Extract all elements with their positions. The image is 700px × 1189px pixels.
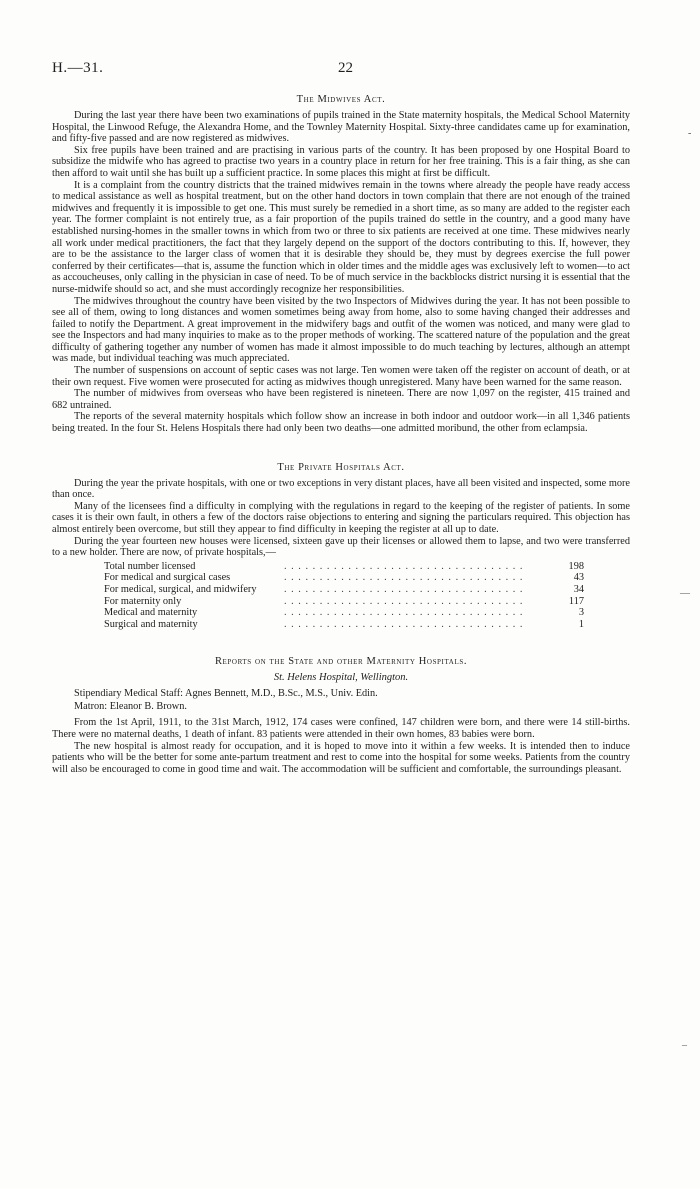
- midwives-act-section: [52, 94, 630, 435]
- document-page: [52, 60, 630, 775]
- paragraph: The new hospital is almost ready for occupation, and it is hoped to move into it within a few weeks. It is intended then to induce patients who will be the better for some ante-partum treatment and rest to come into the hospital for some weeks. Patients from the country will also be encouraged to come in good time and wait. The accommodation will be sufficient and comfortable, the surroundings pleasant.: [52, 740, 630, 775]
- table-row: Surgical and maternity . . . . . . . . . . . . . . . . . . . . . . . . . . . . . . . . . . 1: [104, 618, 584, 630]
- section-title-reports: Reports on the State and other Maternity Hospitals.: [214, 656, 468, 668]
- matron-line: Matron: Eleanor B. Brown.: [74, 701, 187, 713]
- table-row: For maternity only . . . . . . . . . . . . . . . . . . . . . . . . . . . . . . . . . . 117: [104, 595, 584, 607]
- stat-label: Total number licensed: [104, 560, 196, 572]
- paragraph: During the year the private hospitals, with one or two exceptions in very distant places, have all been visited and inspected, some more than once.: [52, 477, 630, 501]
- section-title-private-hospitals: The Private Hospitals Act.: [277, 461, 405, 473]
- paragraph: It is a complaint from the country districts that the trained midwives remain in the towns where already the people have ready access to medical assistance as well as hospital treatment, but on the other hand doctors in town complain that there are not enough of the trained midwives and frequently it is impossible to get one. This must surely be remedied in a short time, as so many are added to the register each year. The former complaint is not entirely true, as a fair proportion of the pupils trained do settle in the country, and a good many have established nursing-homes in the smaller towns in which from two or three to six patients are received at one time. These midwives nearly all work under medical practitioners, the fact that they largely depend on the support of the doctors contributing to this. If, however, they are to be the assistance to the larger class of women that it is desirable they should be, they must by degrees exercise the full power conferred by their certificates—that is, assume the function which in older times and the middle ages was exclusively left to women—to act as accoucheuses, only calling in the physician in case of need. To be of much service in the backblocks district nursing it is essential that the nurse-midwife should so act, and she must accordingly recognize her responsibilities.: [52, 179, 630, 295]
- stat-label: Medical and maternity: [104, 607, 198, 619]
- table-row: For medical and surgical cases . . . . . . . . . . . . . . . . . . . . . . . . . . . . . . . . . . 43: [104, 572, 584, 584]
- paragraph: The number of suspensions on account of septic cases was not large. Ten women were taken off the register on account of death, or at their own request. Five women were prosecuted for acting as midwives though unregistered. Many have been warned for the same reason.: [52, 365, 630, 388]
- private-hospitals-act-section: [52, 462, 630, 631]
- paragraph: Many of the licensees find a difficulty in complying with the regulations in regard to the keeping of the register of patients. In some cases it is their own fault, in others a few of the doctors raise objections to entering and signing the particulars required. This objection has almost entirely been overcome, but still they appear to find difficulty in keeping the register at all up to date.: [52, 500, 630, 535]
- stat-value: 43: [573, 572, 584, 584]
- staff-block: [52, 687, 630, 713]
- stat-value: 3: [578, 607, 584, 619]
- stat-label: For maternity only: [104, 595, 182, 607]
- paragraph: Six free pupils have been trained and are practising in various parts of the country. It has been proposed by one Hospital Board to subsidize the midwife who has agreed to practise two years in a country place in return for her free training. This is a fair thing, as she can then afford to wait until she has built up a sufficient practice. In some places this might at first be difficult.: [52, 144, 630, 179]
- table-row: Total number licensed . . . . . . . . . . . . . . . . . . . . . . . . . . . . . . . . . . 198: [104, 560, 584, 572]
- stat-value: 117: [568, 595, 584, 607]
- page-header: [52, 60, 630, 80]
- margin-mark: —: [680, 588, 690, 599]
- paragraph: From the 1st April, 1911, to the 31st March, 1912, 174 cases were confined, 147 children were born, and there were 14 still-births. There were no maternal deaths, 1 death of infant. 83 patients were attended in their own homes, 83 babies were born.: [52, 717, 630, 740]
- paragraph: The number of midwives from overseas who have been registered is nineteen. There are now 1,097 on the register, 415 trained and 682 untrained.: [52, 388, 630, 411]
- staff-line: Stipendiary Medical Staff: Agnes Bennett, M.D., B.Sc., M.S., Univ. Edin.: [74, 688, 378, 700]
- stat-label: Surgical and maternity: [104, 618, 198, 630]
- document-code: H.—31.: [52, 60, 104, 76]
- stat-label: For medical, surgical, and midwifery: [104, 583, 257, 595]
- paragraph: The midwives throughout the country have been visited by the two Inspectors of Midwives during the year. It has not been possible to see all of them, owing to long distances and women sometimes being away from home, also to some having changed their addresses and failed to notify the Department. A great improvement in the midwifery bags and outfit of the women was noticed, and many were glad to see the Inspectors and had many inquiries to make as to the proper methods of working. The scattered nature of the population and the great difficulty of gathering together any number of women has made it almost impossible to do much teaching by lectures, although an attempt was made, but individual teaching was much appreciated.: [52, 295, 630, 365]
- page-number: 22: [338, 60, 353, 76]
- paragraph: The reports of the several maternity hospitals which follow show an increase in both indoor and outdoor work—in all 1,346 patients being treated. In the four St. Helens Hospitals there had only been two deaths—one admitted moribund, the other from eclampsia.: [52, 411, 630, 435]
- stat-value: 198: [568, 560, 584, 572]
- margin-mark: –: [682, 1040, 687, 1051]
- paragraph: During the year fourteen new houses were licensed, sixteen gave up their licenses or allowed them to lapse, and two were transferred to a new holder. There are now, of private hospitals,—: [52, 535, 630, 559]
- table-row: Medical and maternity . . . . . . . . . . . . . . . . . . . . . . . . . . . . . . . . . . 3: [104, 607, 584, 619]
- margin-mark: -: [688, 128, 692, 139]
- section-title-midwives: The Midwives Act.: [296, 94, 386, 105]
- maternity-reports-section: [52, 656, 630, 775]
- stat-value: 1: [578, 618, 584, 630]
- stat-label: For medical and surgical cases: [104, 572, 231, 584]
- paragraph: During the last year there have been two examinations of pupils trained in the State maternity hospitals, the Medical School Maternity Hospital, the Linwood Refuge, the Alexandra Home, and the Townley Maternity Hospital. Sixty-three candidates came up for examination, and fifty-five passed and are now registered as midwives.: [52, 110, 630, 145]
- hospital-subtitle: St. Helens Hospital, Wellington.: [273, 672, 409, 684]
- private-hospitals-table: [104, 561, 584, 631]
- stat-value: 34: [573, 583, 584, 595]
- table-row: For medical, surgical, and midwifery . . . . . . . . . . . . . . . . . . . . . . . . . . . . . . . . . . 34: [104, 583, 584, 595]
